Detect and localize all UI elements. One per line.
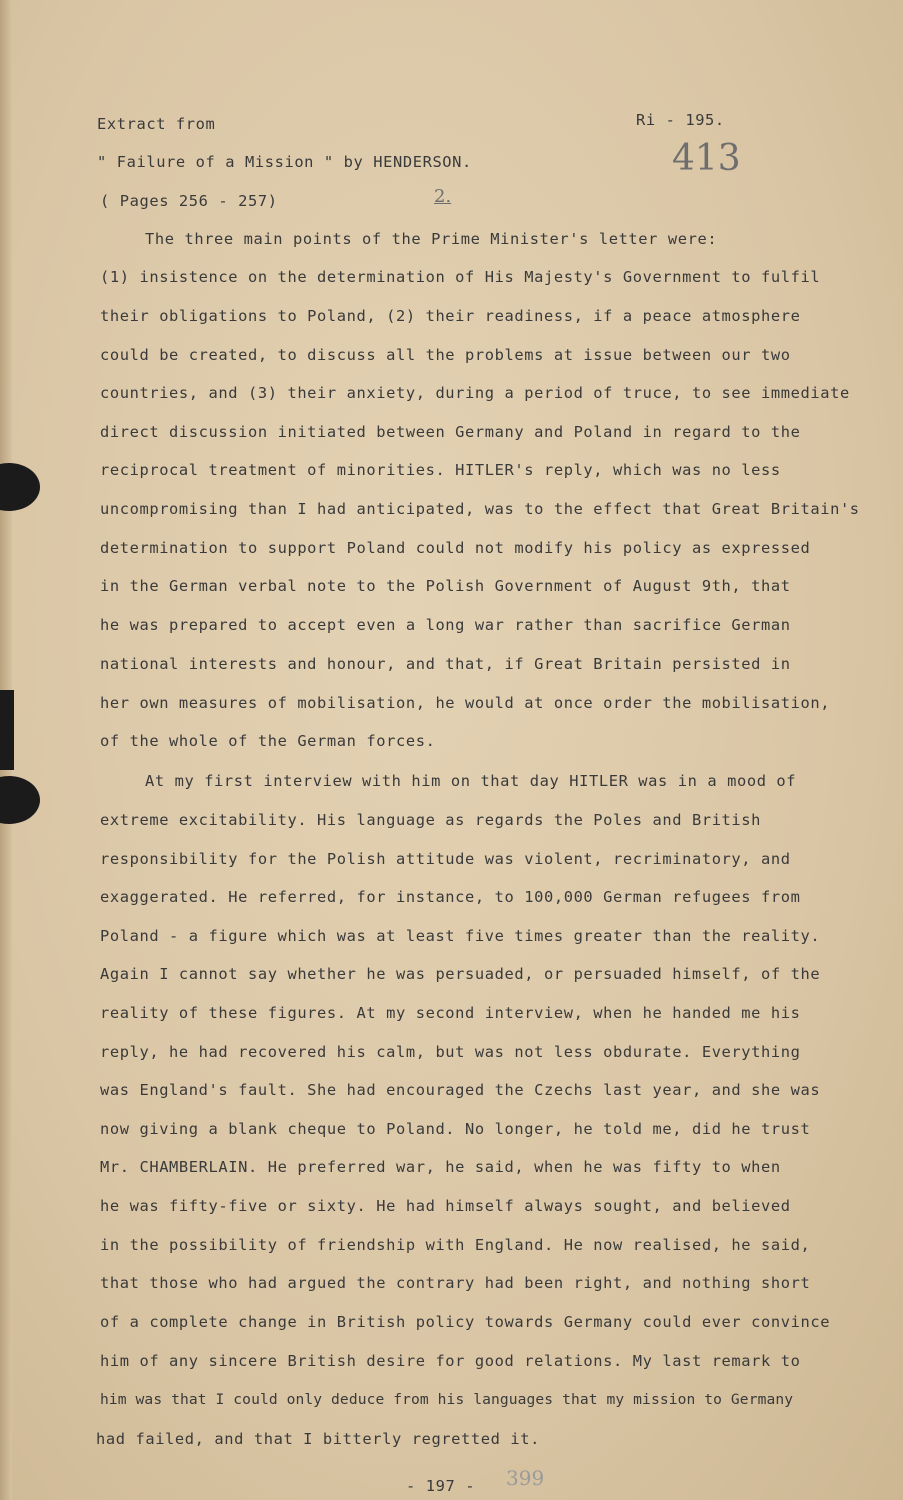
punch-hole (0, 776, 40, 824)
page-number: - 197 - (406, 1477, 476, 1495)
body-line: exaggerated. He referred, for instance, to 100,000 German refugees from (100, 888, 801, 906)
body-line: had failed, and that I bitterly regretted it. (96, 1430, 540, 1448)
body-line: reply, he had recovered his calm, but was not less obdurate. Everything (100, 1043, 801, 1061)
body-line: national interests and honour, and that, if Great Britain persisted in (100, 655, 791, 673)
body-line: could be created, to discuss all the problems at issue between our two (100, 346, 791, 364)
body-line: he was prepared to accept even a long war rather than sacrifice German (100, 616, 791, 634)
body-line: Poland - a figure which was at least five times greater than the reality. (100, 927, 821, 945)
body-line: (1) insistence on the determination of His Majesty's Government to fulfil (100, 268, 821, 286)
body-line: was England's fault. She had encouraged the Czechs last year, and she was (100, 1081, 821, 1099)
body-line: him of any sincere British desire for good relations. My last remark to (100, 1352, 801, 1370)
body-line: Again I cannot say whether he was persuaded, or persuaded himself, of the (100, 965, 821, 983)
body-line: that those who had argued the contrary had been right, and nothing short (100, 1274, 811, 1292)
body-line: reality of these figures. At my second interview, when he handed me his (100, 1004, 801, 1022)
reference-code: Ri - 195. (636, 111, 725, 129)
body-line: uncompromising than I had anticipated, was to the effect that Great Britain's (100, 500, 860, 518)
body-line: of a complete change in British policy towards Germany could ever convince (100, 1313, 831, 1331)
body-line: countries, and (3) their anxiety, during a period of truce, to see immediate (100, 384, 850, 402)
extract-label: Extract from (97, 115, 216, 133)
body-line: reciprocal treatment of minorities. HITLER's reply, which was no less (100, 461, 781, 479)
body-line: him was that I could only deduce from his languages that my mission to Germany (100, 1391, 794, 1408)
punch-hole (0, 463, 40, 511)
handwritten-mark: 2. (434, 186, 452, 207)
punch-notch (0, 690, 14, 770)
body-line: he was fifty-five or sixty. He had himself always sought, and believed (100, 1197, 791, 1215)
body-line: The three main points of the Prime Minister's letter were: (145, 230, 718, 248)
handwritten-page-number: 399 (506, 1466, 545, 1490)
body-line: direct discussion initiated between Germany and Poland in regard to the (100, 423, 801, 441)
body-line: of the whole of the German forces. (100, 732, 436, 750)
body-line: her own measures of mobilisation, he would at once order the mobilisation, (100, 694, 831, 712)
body-line: in the possibility of friendship with England. He now realised, he said, (100, 1236, 811, 1254)
body-line: At my first interview with him on that day HITLER was in a mood of (145, 772, 797, 790)
handwritten-number: 413 (672, 138, 741, 179)
body-line: now giving a blank cheque to Poland. No longer, he told me, did he trust (100, 1120, 811, 1138)
body-line: Mr. CHAMBERLAIN. He preferred war, he said, when he was fifty to when (100, 1158, 781, 1176)
pages-line: ( Pages 256 - 257) (100, 192, 278, 210)
body-line: extreme excitability. His language as regards the Poles and British (100, 811, 762, 829)
source-line: " Failure of a Mission " by HENDERSON. (97, 153, 472, 171)
body-line: in the German verbal note to the Polish Government of August 9th, that (100, 577, 791, 595)
body-line: determination to support Poland could not modify his policy as expressed (100, 539, 811, 557)
body-line: responsibility for the Polish attitude was violent, recriminatory, and (100, 850, 791, 868)
body-line: their obligations to Poland, (2) their readiness, if a peace atmosphere (100, 307, 801, 325)
